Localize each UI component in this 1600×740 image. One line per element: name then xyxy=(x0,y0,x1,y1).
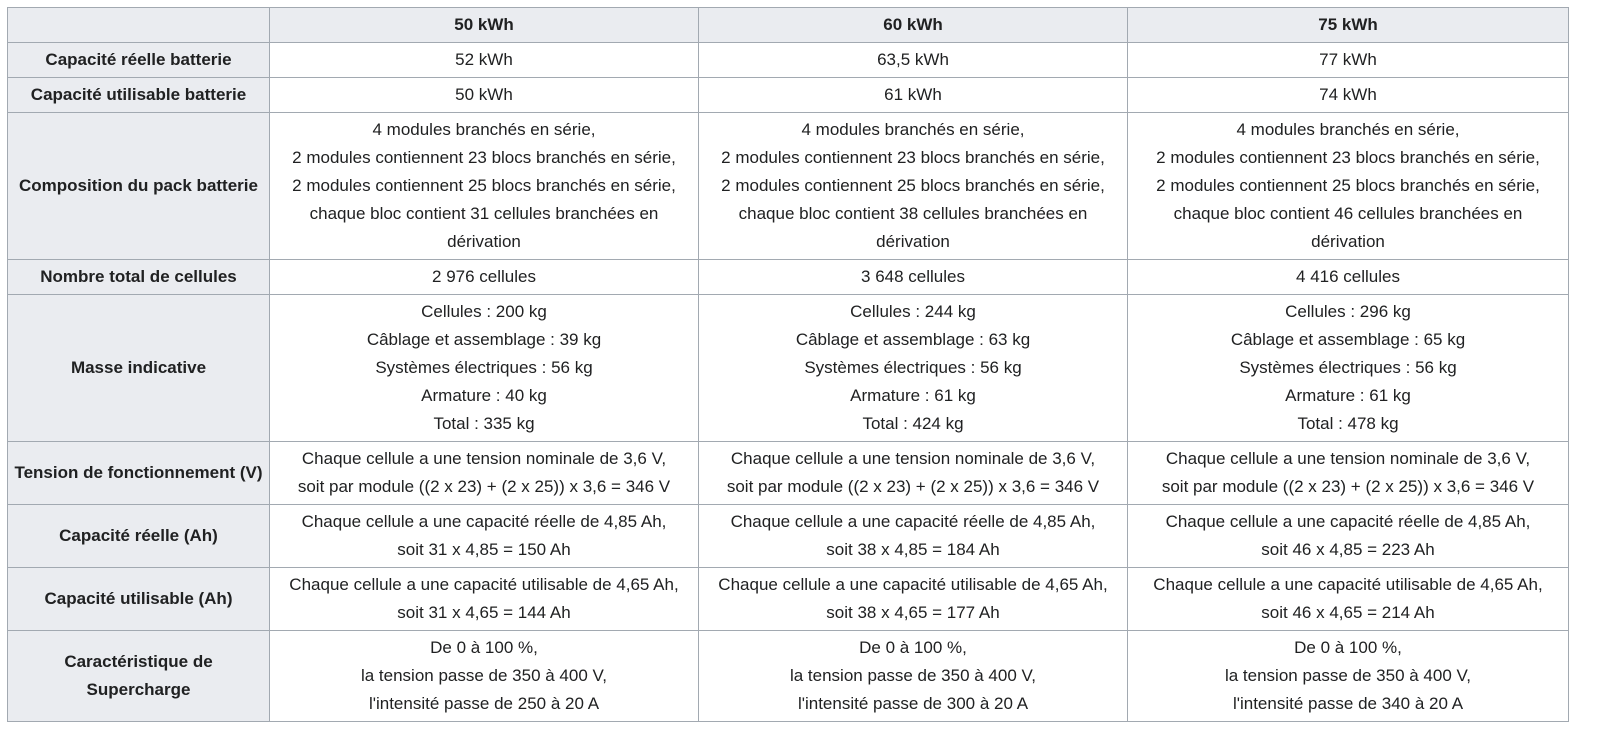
cell-line: Câblage et assemblage : 63 kg xyxy=(795,330,1031,349)
cell-60kwh xyxy=(699,78,1128,113)
cell-line: Systèmes électriques : 56 kg xyxy=(375,358,593,377)
cell-line: Cellules : 244 kg xyxy=(850,302,976,321)
cell-line: soit 46 x 4,65 = 214 Ah xyxy=(1261,603,1435,622)
cell-line: soit 31 x 4,65 = 144 Ah xyxy=(397,603,571,622)
cell-75kwh xyxy=(1128,505,1569,568)
cell-line: soit 38 x 4,85 = 184 Ah xyxy=(826,540,1000,559)
row-header: Nombre total de cellules xyxy=(8,260,270,295)
cell-60kwh xyxy=(699,631,1128,722)
row-capacite-reelle-ah xyxy=(8,505,1569,568)
cell-60kwh xyxy=(699,295,1128,442)
row-capacite-reelle-batterie xyxy=(8,43,1569,78)
header-row xyxy=(8,8,1569,43)
cell-50kwh xyxy=(270,442,699,505)
cell-line: 2 modules contiennent 23 blocs branchés en série, xyxy=(1156,148,1540,167)
cell-line: 2 976 cellules xyxy=(432,267,536,286)
cell-line: chaque bloc contient 31 cellules branchées en xyxy=(309,204,659,223)
battery-spec-table xyxy=(7,7,1569,722)
row-header: Capacité utilisable (Ah) xyxy=(8,568,270,631)
cell-line: Total : 424 kg xyxy=(862,414,964,433)
cell-line: Chaque cellule a une capacité utilisable de 4,65 Ah, xyxy=(289,575,679,594)
cell-line: dérivation xyxy=(876,232,950,251)
cell-75kwh xyxy=(1128,43,1569,78)
column-header-50kwh: 50 kWh xyxy=(270,8,699,43)
cell-50kwh xyxy=(270,568,699,631)
cell-line: soit par module ((2 x 23) + (2 x 25)) x 3,6 = 346 V xyxy=(1161,477,1535,496)
cell-line: Total : 478 kg xyxy=(1297,414,1399,433)
cell-line: De 0 à 100 %, xyxy=(1294,638,1402,657)
cell-line: Chaque cellule a une tension nominale de 3,6 V, xyxy=(730,449,1096,468)
cell-50kwh xyxy=(270,43,699,78)
cell-line: 63,5 kWh xyxy=(877,50,949,69)
cell-line: Chaque cellule a une tension nominale de 3,6 V, xyxy=(301,449,667,468)
cell-line: Chaque cellule a une capacité utilisable de 4,65 Ah, xyxy=(718,575,1108,594)
cell-75kwh xyxy=(1128,113,1569,260)
cell-60kwh xyxy=(699,43,1128,78)
row-capacite-utilisable-ah xyxy=(8,568,1569,631)
cell-line: 61 kWh xyxy=(884,85,942,104)
cell-line: soit 31 x 4,85 = 150 Ah xyxy=(397,540,571,559)
corner-header xyxy=(8,8,270,43)
cell-line: 4 modules branchés en série, xyxy=(372,120,596,139)
cell-line: Câblage et assemblage : 65 kg xyxy=(1230,330,1466,349)
cell-75kwh xyxy=(1128,260,1569,295)
cell-line: Chaque cellule a une capacité réelle de 4,85 Ah, xyxy=(301,512,667,531)
cell-line: l'intensité passe de 300 à 20 A xyxy=(797,694,1029,713)
cell-line: 2 modules contiennent 25 blocs branchés en série, xyxy=(721,176,1105,195)
cell-line: Câblage et assemblage : 39 kg xyxy=(366,330,602,349)
cell-line: Systèmes électriques : 56 kg xyxy=(1239,358,1457,377)
cell-line: soit par module ((2 x 23) + (2 x 25)) x 3,6 = 346 V xyxy=(726,477,1100,496)
cell-line: Total : 335 kg xyxy=(433,414,535,433)
cell-line: Armature : 40 kg xyxy=(421,386,547,405)
cell-line: l'intensité passe de 250 à 20 A xyxy=(368,694,600,713)
row-header: Capacité réelle (Ah) xyxy=(8,505,270,568)
cell-50kwh xyxy=(270,295,699,442)
cell-line: 4 modules branchés en série, xyxy=(801,120,1025,139)
cell-75kwh xyxy=(1128,442,1569,505)
cell-line: 3 648 cellules xyxy=(861,267,965,286)
cell-line: 50 kWh xyxy=(455,85,513,104)
cell-line: soit 46 x 4,85 = 223 Ah xyxy=(1261,540,1435,559)
row-tension-fonctionnement xyxy=(8,442,1569,505)
cell-50kwh xyxy=(270,631,699,722)
cell-line: 4 modules branchés en série, xyxy=(1236,120,1460,139)
row-supercharge xyxy=(8,631,1569,722)
cell-line: soit par module ((2 x 23) + (2 x 25)) x 3,6 = 346 V xyxy=(297,477,671,496)
cell-50kwh xyxy=(270,260,699,295)
row-composition-pack xyxy=(8,113,1569,260)
cell-60kwh xyxy=(699,113,1128,260)
cell-line: dérivation xyxy=(1311,232,1385,251)
row-header: Tension de fonctionnement (V) xyxy=(8,442,270,505)
cell-line: Chaque cellule a une capacité réelle de 4,85 Ah, xyxy=(730,512,1096,531)
cell-line: Chaque cellule a une capacité utilisable de 4,65 Ah, xyxy=(1153,575,1543,594)
row-header: Capacité réelle batterie xyxy=(8,43,270,78)
cell-line: Armature : 61 kg xyxy=(1285,386,1411,405)
cell-line: la tension passe de 350 à 400 V, xyxy=(789,666,1037,685)
cell-line: l'intensité passe de 340 à 20 A xyxy=(1232,694,1464,713)
cell-line: la tension passe de 350 à 400 V, xyxy=(360,666,608,685)
cell-60kwh xyxy=(699,442,1128,505)
row-header: Masse indicative xyxy=(8,295,270,442)
cell-line: Cellules : 200 kg xyxy=(421,302,547,321)
column-header-60kwh: 60 kWh xyxy=(699,8,1128,43)
cell-50kwh xyxy=(270,113,699,260)
cell-line: chaque bloc contient 38 cellules branchées en xyxy=(738,204,1088,223)
battery-spec-table-wrapper xyxy=(7,7,1569,722)
cell-line: 2 modules contiennent 25 blocs branchés en série, xyxy=(1156,176,1540,195)
cell-line: 74 kWh xyxy=(1319,85,1377,104)
cell-line: soit 38 x 4,65 = 177 Ah xyxy=(826,603,1000,622)
cell-75kwh xyxy=(1128,631,1569,722)
row-header: Capacité utilisable batterie xyxy=(8,78,270,113)
cell-60kwh xyxy=(699,505,1128,568)
cell-line: 2 modules contiennent 25 blocs branchés en série, xyxy=(292,176,676,195)
row-capacite-utilisable-batterie xyxy=(8,78,1569,113)
cell-75kwh xyxy=(1128,78,1569,113)
cell-line: 4 416 cellules xyxy=(1296,267,1400,286)
cell-line: 77 kWh xyxy=(1319,50,1377,69)
cell-line: Cellules : 296 kg xyxy=(1285,302,1411,321)
row-header: Caractéristique de Supercharge xyxy=(8,631,270,722)
cell-50kwh xyxy=(270,505,699,568)
cell-line: la tension passe de 350 à 400 V, xyxy=(1224,666,1472,685)
cell-line: dérivation xyxy=(447,232,521,251)
row-masse-indicative xyxy=(8,295,1569,442)
cell-75kwh xyxy=(1128,295,1569,442)
cell-line: 2 modules contiennent 23 blocs branchés en série, xyxy=(292,148,676,167)
cell-line: 52 kWh xyxy=(455,50,513,69)
cell-75kwh xyxy=(1128,568,1569,631)
cell-50kwh xyxy=(270,78,699,113)
column-header-75kwh: 75 kWh xyxy=(1128,8,1569,43)
cell-line: Chaque cellule a une capacité réelle de 4,85 Ah, xyxy=(1165,512,1531,531)
cell-line: Systèmes électriques : 56 kg xyxy=(804,358,1022,377)
cell-line: chaque bloc contient 46 cellules branchées en xyxy=(1173,204,1523,223)
cell-line: Chaque cellule a une tension nominale de 3,6 V, xyxy=(1165,449,1531,468)
row-nombre-cellules xyxy=(8,260,1569,295)
cell-line: Armature : 61 kg xyxy=(850,386,976,405)
cell-line: De 0 à 100 %, xyxy=(859,638,967,657)
cell-60kwh xyxy=(699,568,1128,631)
cell-60kwh xyxy=(699,260,1128,295)
row-header: Composition du pack batterie xyxy=(8,113,270,260)
cell-line: 2 modules contiennent 23 blocs branchés en série, xyxy=(721,148,1105,167)
cell-line: De 0 à 100 %, xyxy=(430,638,538,657)
